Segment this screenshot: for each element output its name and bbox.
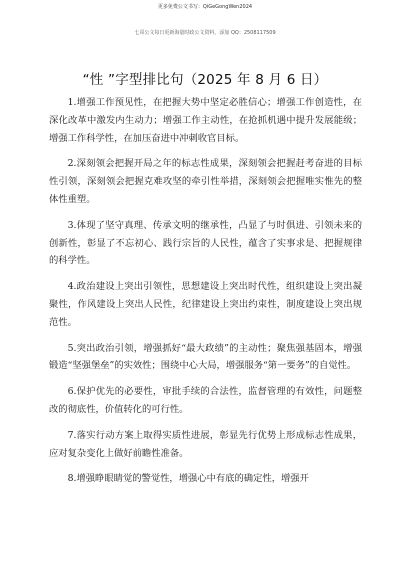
- paragraph-5: 5.突出政治引领，增强抓好“最大政绩”的主动性；聚焦强基固本，增强锻造“坚强堡垒”的实效性；围绕中心大局，增强服务“第一要务”的自觉性。: [49, 342, 362, 372]
- paragraph-1: 1.增强工作预见性，在把握大势中坚定必胜信心；增强工作创造性，在深化改革中激发内生动力；增强工作主动性，在抢抓机遇中提升发展能级；增强工作科学性，在加压奋进中冲刺收官目标。: [49, 97, 362, 144]
- paragraph-6: 6.保护优先的必要性，审批手续的合法性，监督管理的有效性，问题整改的彻底性，价值转化的可行性。: [49, 386, 362, 415]
- paragraph-7: 7.落实行动方案上取得实质性进展，彰显先行优势上形成标志性成果，应对复杂变化上做好前瞻性准备。: [49, 429, 362, 459]
- paragraph-2: 2.深刻领会把握开局之年的标志性成果，深刻领会把握赶考奋进的目标性引领，深刻领会把握克难攻坚的牵引性举措，深刻领会把握唯实惟先的整体性重塑。: [49, 158, 362, 205]
- header-banner: 更多免费公文书写：QiGeGongWen2024: [157, 4, 253, 10]
- header-notice: 七哥公文每日更新海量时政公文资料，添加 QQ：2508117509: [134, 30, 276, 36]
- paragraph-4: 4.政治建设上突出引领性，思想建设上突出时代性，组织建设上突出凝聚性，作风建设上突出人民性，纪律建设上突出约束性，制度建设上突出规范性。: [49, 281, 362, 328]
- document-title: “性 ”字型排比句（2025 年 8 月 6 日）: [82, 72, 328, 88]
- paragraph-3: 3.体现了坚守真理、传承文明的继承性，凸显了与时俱进、引领未来的创新性，彰显了不忘初心、践行宗旨的人民性，蕴含了实事求是、把握规律的科学性。: [49, 219, 362, 267]
- paragraph-8: 8.增强睁眼睛觉的警觉性，增强心中有底的确定性，增强开: [67, 473, 309, 485]
- document-body: [49, 94, 362, 496]
